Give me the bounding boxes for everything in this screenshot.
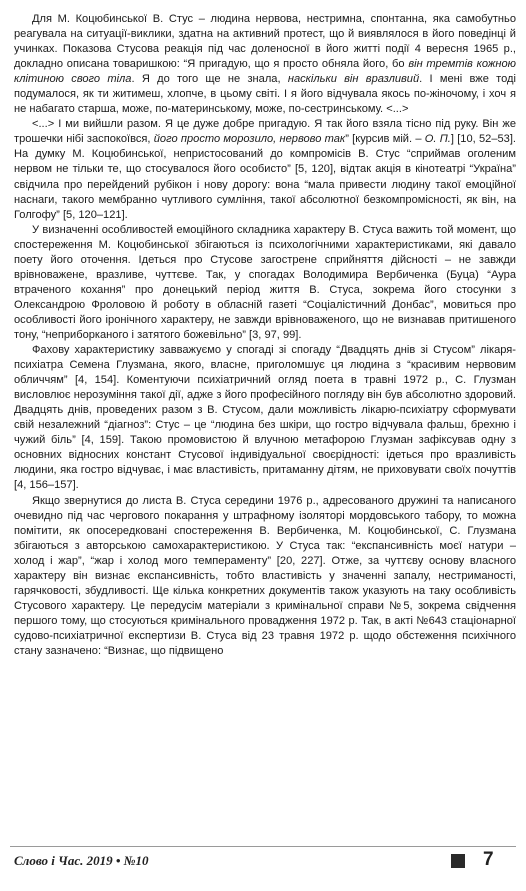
paragraph-2 — [14, 117, 516, 222]
paragraph-1-italic-2: наскільки він вразливий — [287, 73, 420, 86]
article-body — [14, 12, 516, 834]
paragraph-1 — [14, 12, 516, 117]
paragraph-2-text-3: ] [10, 52–53]. На думку М. Коцюбинської, непристосований до компромісів В. Стус “сприймав оголеним нервом не тільки те, що стосувалося його особисто” [5, 120], відтак акція в кінотеатрі “Україна” свідчила про перейдений рубікон і нову дорогу: вона “мала привести людину такої емоційної наснаги, такого мембранно чутливого сумління, такої абсолютної безкомпромісності, як він, на Голгофу” [5, 120–121]. — [14, 133, 516, 221]
paragraph-2-italic-2: О. П. — [424, 133, 451, 146]
paragraph-1-text: Для М. Коцюбинської В. Стус – людина нервова, нестримна, спонтанна, яка самобутньо реагувала на ситуації-виклики, здатна на активний протест, що й виявлялося в його поведінці й учинках. Показова Стусова реакція під час доленосної в його житті події 4 вересня 1965 р., докладно описана товаришкою: “Я пригадую, що я просто обняла його, бо — [14, 13, 516, 71]
paragraph-2-text-2: ” [курсив мій. – — [345, 133, 425, 146]
paragraph-1-text-3: . І мені вже тоді подумалося, як ти житимеш, хлопче, в цьому світі. І я його відчувала якось по-жіночому, і хоч я не набагато старша, може, по-материнському, може, по-сестринському. <...> — [14, 73, 516, 116]
page-footer — [0, 846, 526, 874]
paragraph-3: У визначенні особливостей емоційного складника характеру В. Стуса важить той момент, що спостереження М. Коцюбинської збігаються із психологічними характеристиками, які давало поету його оточення. Ідеться про Стусове загострене сприйняття дійсності – не завжди врівноважене, вразливе, чуттєве. Так, у спогадах Володимира Вербиченка (Буца) “Аура втраченого кохання” про донецький період життя В. Стуса, зокрема його стосунки з Олександрою Фроловою й роботу в обласній газеті “Соціалістичний Донбас”, мовиться про особливості його іронічного характеру, не завжди врівноваженого, що не визнавав притишеного тону, “неприборканого і затятого божевільно” [3, 97, 99]. — [14, 223, 516, 341]
paragraph-5: Якщо звернутися до листа В. Стуса середини 1976 р., адресованого дружині та написаного очевидно під час чергового покарання у штрафному ізоляторі мордовського табору, то можна помітити, як опосередковані спостереження В. Вербиченка, М. Коцюбинської, С. Глузмана збігаються з авторською самохарактеристикою. У Стуса так: “експансивність моєї натури – холод і жар”, “жар і холод мого темпераменту” [20, 227]. Отже, за чуттєву основу власного характеру він визнає експансивність, тобто властивість у значенні запалу, нестриманості, гарячковості, збудливості. Ще кілька конкретних документів також указують на таку особливість Стусового характеру. Це передусім матеріали з кримінальної справи №5, зокрема свідчення першого тому, що стосуються кримінального провадження 1972 р. Так, в акті №643 стаціонарної судово-психіатричної експертизи В. Стуса від 23 травня 1972 р. щодо обстеження психічного стану зазначено: “Визнає, що підвищено — [14, 494, 516, 657]
square-marker-icon — [451, 854, 465, 868]
paragraph-1-text-2: . Я до того ще не знала, — [131, 73, 288, 86]
paragraph-2-text: <...> І ми вийшли разом. Я це дуже добре пригадую. Я так його взяла тісно під руку. Він же трошечки нібі заспокоївся, — [14, 118, 516, 146]
paragraph-1-italic-1: він тремтів кожною клітиною свого тіла — [14, 58, 516, 86]
page-number: 7 — [483, 849, 494, 870]
paragraph-4: Фахову характеристику завважуємо у спогаді зі спогаду “Двадцять днів зі Стусом” лікаря-психіатра Семена Глузмана, якого, власне, приголомшує ця людина з “красивим нервовим обличчям” [4, 154]. Коментуючи психіатричний огляд поета в травні 1972 р., С. Глузман висловлює нерозуміння такої дії, адже з його професійного погляду він був абсолютно здоровий. Двадцять днів, проведених разом з В. Стусом, дали можливість лікарю-психіатру сформувати свій незалежний “діагноз”: Стус – це “людина без шкіри, що гостро відчувала фальш, брехню і чужий біль” [4, 159]. Такою промовистою й влучною метафорою Глузман зафіксував одну з основних віднoсних констант Стусової індивідуальної своєрідності: ідеться про вразливість людини, яка гостро відчуває, і має властивість, притаманну дітям, не приховувати своїх почуттів [4, 156–157]. — [14, 344, 516, 492]
paragraph-2-italic-1: його просто морозило, нервово так — [153, 133, 346, 146]
journal-title: Слово і Час. 2019 • №10 — [14, 853, 149, 868]
footer-divider — [10, 846, 516, 847]
